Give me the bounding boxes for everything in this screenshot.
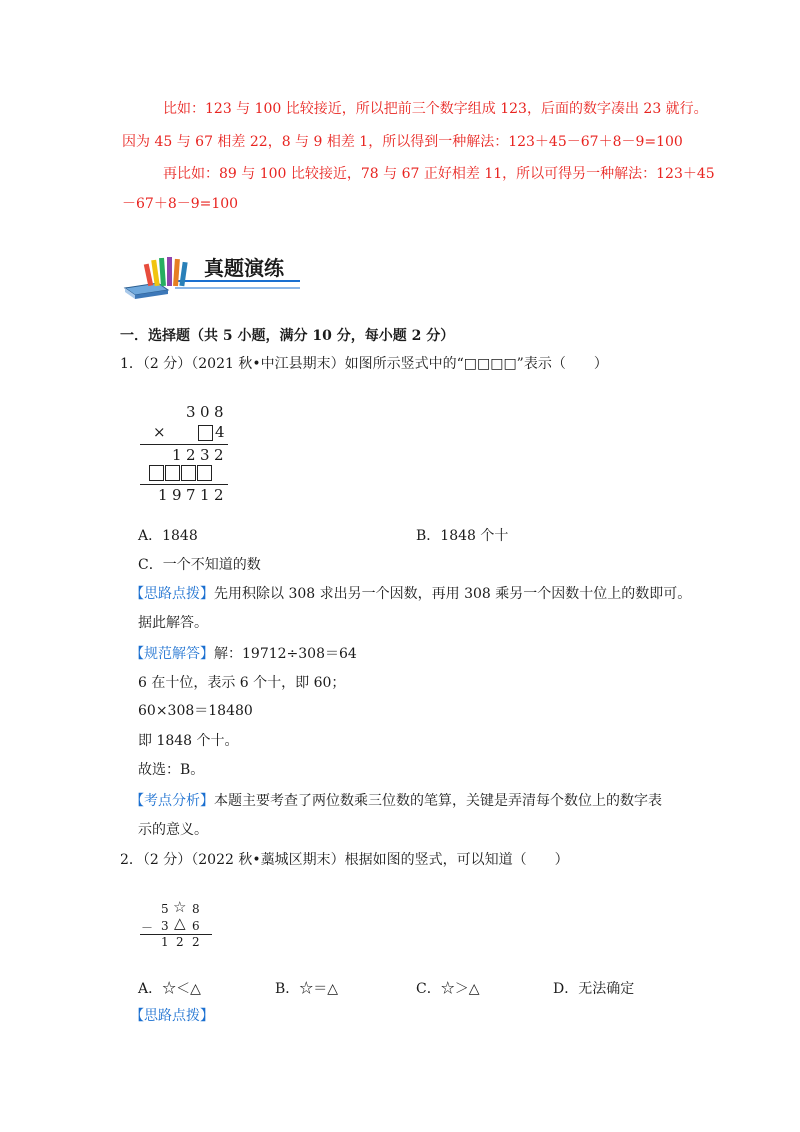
- q1-digit: 4: [215, 423, 225, 441]
- q1-digit: 0: [200, 403, 210, 421]
- minus-sign: －: [141, 921, 154, 935]
- intro-line-3: 再比如：89 与 100 比较接近，78 与 67 正好相差 11，所以可得另一种解法：123＋45: [163, 166, 715, 182]
- q2-digit: 2: [192, 935, 200, 949]
- q1-digit: 9: [172, 486, 182, 504]
- blank-box: [198, 425, 213, 441]
- q1-digit: 1: [158, 486, 168, 504]
- q1-digit: 8: [214, 403, 224, 421]
- intro-line-1: 比如：123 与 100 比较接近，所以把前三个数字组成 123，后面的数字凑出 23 就行。: [163, 101, 708, 117]
- q1-hint-cont: 据此解答。: [138, 615, 208, 631]
- hint-text: 先用积除以 308 求出另一个因数，再用 308 乘另一个因数十位上的数即可。: [214, 586, 692, 602]
- q1-digit: 1: [200, 486, 210, 504]
- answer-text: 解：19712÷308＝64: [214, 646, 357, 662]
- q1-option-a[interactable]: A．1848: [138, 528, 198, 544]
- hint-tag: 【思路点拨】: [130, 586, 214, 602]
- intro-line-2: 因为 45 与 67 相差 22，8 与 9 相差 1，所以得到一种解法：123＋45－67＋8－9=100: [122, 134, 683, 150]
- q1-answer: [130, 643, 357, 663]
- blank-box: [165, 465, 180, 481]
- q2-digit: 1: [161, 935, 169, 949]
- q1-answer-line: 即 1848 个十。: [138, 733, 239, 749]
- q1-digit: 1: [172, 446, 182, 464]
- analysis-text: 本题主要考查了两位数乘三位数的笔算，关键是弄清每个数位上的数字表: [214, 793, 662, 809]
- answer-tag: 【规范解答】: [130, 646, 214, 662]
- q1-answer-line: 故选：B。: [138, 762, 205, 778]
- triangle-symbol: △: [174, 914, 186, 932]
- q2-digit: 8: [192, 902, 200, 916]
- q2-hint-tag: 【思路点拨】: [130, 1008, 214, 1024]
- q1-stem: 1．（2 分）（2021 秋•中江县期末）如图所示竖式中的“□□□□”表示（ ）: [120, 356, 608, 372]
- analysis-tag: 【考点分析】: [130, 793, 214, 809]
- q1-analysis: [130, 790, 662, 810]
- q2-stem: 2．（2 分）（2022 秋•藁城区期末）根据如图的竖式，可以知道（ ）: [120, 852, 569, 868]
- q1-option-c[interactable]: C．一个不知道的数: [138, 557, 261, 573]
- q1-digit: 3: [186, 403, 196, 421]
- q2-option-b[interactable]: B．☆＝△: [275, 981, 339, 997]
- blank-box: [181, 465, 196, 481]
- q1-digit: 3: [200, 446, 210, 464]
- q1-option-b[interactable]: B．1848 个十: [416, 528, 509, 544]
- star-symbol: ☆: [173, 898, 187, 916]
- q1-digit: 2: [214, 486, 224, 504]
- q2-digit: 3: [161, 919, 169, 933]
- rule-line: [140, 444, 228, 445]
- rule-line: [140, 484, 228, 485]
- q1-answer-line: 6 在十位，表示 6 个十，即 60；: [138, 675, 346, 691]
- q1-digit: 2: [186, 446, 196, 464]
- q1-digit: 7: [186, 486, 196, 504]
- section-heading: 真题演练: [204, 256, 284, 280]
- q2-option-d[interactable]: D．无法确定: [553, 981, 635, 997]
- q2-digit: 2: [176, 935, 184, 949]
- part-title: 一．选择题（共 5 小题，满分 10 分，每小题 2 分）: [120, 328, 455, 344]
- times-sign: ×: [153, 423, 166, 441]
- q2-option-c[interactable]: C．☆＞△: [416, 981, 480, 997]
- q1-analysis-cont: 示的意义。: [138, 822, 208, 838]
- blank-box: [149, 465, 164, 481]
- q1-hint: [130, 583, 691, 603]
- q1-digit: 2: [214, 446, 224, 464]
- blank-box: [197, 465, 212, 481]
- q1-answer-line: 60×308＝18480: [138, 703, 253, 719]
- q2-digit: 5: [161, 902, 169, 916]
- q2-digit: 6: [192, 919, 200, 933]
- intro-line-4: －67＋8－9=100: [122, 196, 239, 212]
- q2-option-a[interactable]: A．☆＜△: [138, 981, 201, 997]
